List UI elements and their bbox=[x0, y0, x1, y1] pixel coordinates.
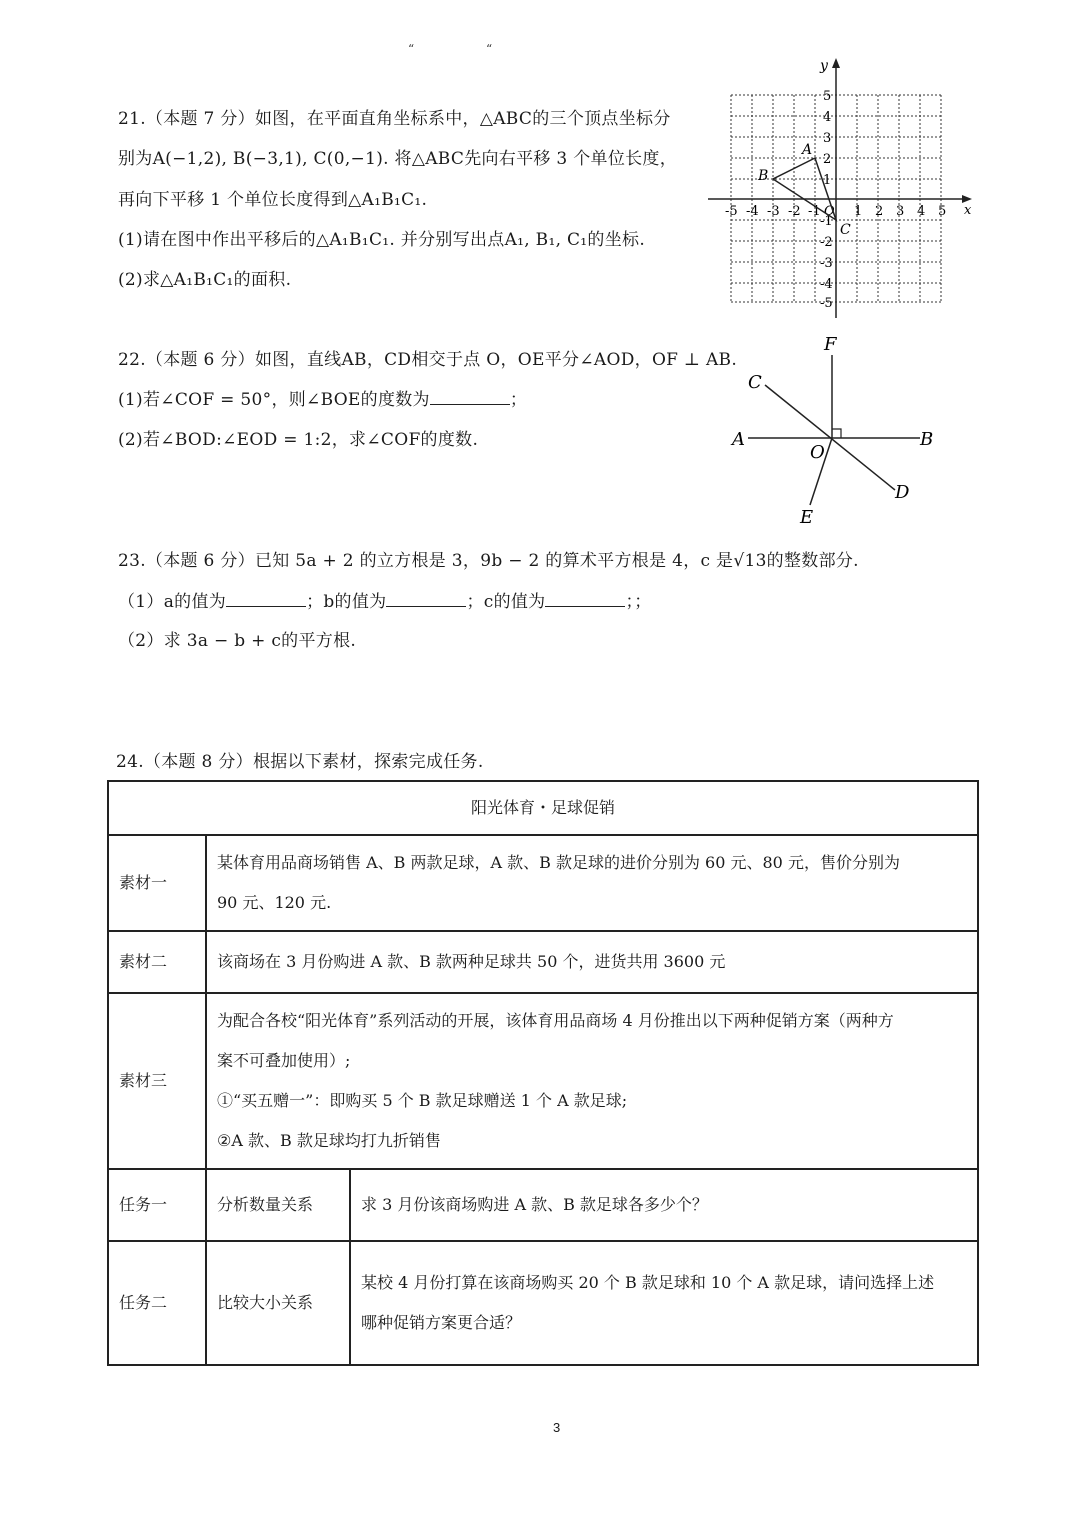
x-axis-arrow-icon bbox=[962, 195, 972, 203]
intersecting-lines-figure bbox=[720, 330, 960, 530]
task-1-line-1: 求 3 月份该商场购进 A 款、B 款足球各多少个？ bbox=[361, 1195, 708, 1214]
q23-part-1-end: ；； bbox=[625, 592, 652, 612]
svg-text:-1: -1 bbox=[820, 214, 833, 229]
table-row bbox=[108, 1241, 978, 1365]
q23-b-label: ；b的值为 bbox=[306, 592, 387, 612]
q23-b-blank[interactable] bbox=[386, 590, 466, 607]
q22-part-1-end: ； bbox=[509, 390, 528, 410]
material-2-line-1: 该商场在 3 月份购进 A 款、B 款两种足球共 50 个，进货共用 3600 元 bbox=[217, 952, 726, 971]
task-2-type: 比较大小关系 bbox=[206, 1241, 350, 1365]
task-2-line-1: 某校 4 月份打算在该商场购买 20 个 B 款足球和 10 个 A 款足球，请问选择上述 bbox=[361, 1273, 935, 1292]
label-f: F bbox=[824, 334, 837, 355]
point-c-label: C bbox=[840, 222, 851, 238]
label-o: O bbox=[810, 442, 825, 463]
svg-text:3: 3 bbox=[896, 204, 905, 219]
q23-c-label: ；c的值为 bbox=[466, 592, 546, 612]
material-1-content bbox=[206, 835, 978, 931]
svg-text:-1: -1 bbox=[808, 204, 821, 219]
q23-a-blank[interactable] bbox=[226, 590, 306, 607]
task-1-label: 任务一 bbox=[108, 1169, 206, 1241]
svg-text:-4: -4 bbox=[746, 204, 759, 219]
svg-text:1: 1 bbox=[854, 204, 863, 219]
material-2-content bbox=[206, 931, 978, 993]
task-1-type: 分析数量关系 bbox=[206, 1169, 350, 1241]
q21-line-1: 21.（本题 7 分）如图，在平面直角坐标系中，△ABC的三个顶点坐标分 bbox=[118, 109, 671, 129]
label-b: B bbox=[920, 429, 934, 450]
page-number: 3 bbox=[553, 1420, 561, 1435]
material-3-label: 素材三 bbox=[108, 993, 206, 1169]
header-mark-left: “ bbox=[408, 42, 415, 56]
material-1-line-1: 某体育用品商场销售 A、B 两款足球，A 款、B 款足球的进价分别为 60 元、80 元，售价分别为 bbox=[217, 853, 900, 872]
q21-part-2: (2)求△A₁B₁C₁的面积. bbox=[118, 270, 292, 290]
table-row bbox=[108, 1169, 978, 1241]
svg-text:-4: -4 bbox=[820, 277, 833, 292]
q21-line-3: 再向下平移 1 个单位长度得到△A₁B₁C₁. bbox=[118, 190, 428, 210]
table-title: 阳光体育・足球促销 bbox=[108, 781, 978, 835]
material-1-label: 素材一 bbox=[108, 835, 206, 931]
task-1-content bbox=[350, 1169, 978, 1241]
svg-text:5: 5 bbox=[823, 89, 832, 104]
table-row bbox=[108, 835, 978, 931]
task-2-content bbox=[350, 1241, 978, 1365]
material-3-content bbox=[206, 993, 978, 1169]
table-row bbox=[108, 931, 978, 993]
svg-text:4: 4 bbox=[917, 204, 926, 219]
y-axis-arrow-icon bbox=[832, 58, 840, 68]
q23-part-1 bbox=[118, 590, 652, 614]
coordinate-grid-figure bbox=[700, 50, 990, 320]
svg-text:4: 4 bbox=[823, 110, 832, 125]
point-b-label: B bbox=[758, 168, 769, 184]
q22-part-2: (2)若∠BOD:∠EOD = 1:2，求∠COF的度数. bbox=[118, 430, 479, 450]
q23-line-1: 23.（本题 6 分）已知 5a + 2 的立方根是 3，9b − 2 的算术平方根是 4，c 是√13的整数部分. bbox=[118, 551, 859, 571]
x-axis-label: x bbox=[964, 203, 972, 218]
promotion-table bbox=[107, 780, 979, 1366]
table-title-row bbox=[108, 781, 978, 835]
q24-intro: 24.（本题 8 分）根据以下素材，探索完成任务. bbox=[116, 752, 484, 772]
svg-text:2: 2 bbox=[823, 152, 832, 167]
label-d: D bbox=[895, 482, 910, 503]
material-2-label: 素材二 bbox=[108, 931, 206, 993]
task-2-line-2: 哪种促销方案更合适？ bbox=[361, 1313, 522, 1332]
svg-text:3: 3 bbox=[823, 131, 832, 146]
label-a: A bbox=[732, 429, 745, 450]
material-3-line-2: 案不可叠加使用）; bbox=[217, 1051, 351, 1070]
q22-part-1-text: (1)若∠COF = 50°，则∠BOE的度数为 bbox=[118, 390, 430, 410]
q22-answer-blank[interactable] bbox=[430, 388, 510, 405]
material-3-line-1: 为配合各校“阳光体育”系列活动的开展，该体育用品商场 4 月份推出以下两种促销方案（两种方 bbox=[217, 1011, 894, 1030]
point-a-label: A bbox=[802, 142, 813, 158]
right-angle-mark-icon bbox=[832, 429, 841, 438]
svg-text:2: 2 bbox=[875, 204, 884, 219]
svg-text:-2: -2 bbox=[820, 235, 833, 250]
q21-line-2: 别为A(−1,2), B(−3,1), C(0,−1). 将△ABC先向右平移 3 个单位长度， bbox=[118, 149, 678, 169]
q23-a-label: （1）a的值为 bbox=[118, 592, 227, 612]
svg-text:1: 1 bbox=[823, 173, 832, 188]
svg-text:-3: -3 bbox=[820, 256, 833, 271]
material-3-line-4: ②A 款、B 款足球均打九折销售 bbox=[217, 1131, 441, 1150]
q22-line-1: 22.（本题 6 分）如图，直线AB，CD相交于点 O，OE平分∠AOD，OF ⊥ AB. bbox=[118, 350, 738, 370]
task-2-label: 任务二 bbox=[108, 1241, 206, 1365]
svg-text:-5: -5 bbox=[725, 204, 738, 219]
q22-part-1 bbox=[118, 388, 527, 412]
q23-part-2: （2）求 3a − b + c的平方根. bbox=[118, 631, 357, 651]
q23-c-blank[interactable] bbox=[545, 590, 625, 607]
svg-text:-2: -2 bbox=[788, 204, 801, 219]
svg-text:5: 5 bbox=[938, 204, 947, 219]
material-1-line-2: 90 元、120 元. bbox=[217, 893, 332, 912]
svg-text:O: O bbox=[824, 204, 835, 219]
material-3-line-3: ①“买五赠一”：即购买 5 个 B 款足球赠送 1 个 A 款足球; bbox=[217, 1091, 628, 1110]
table-row bbox=[108, 993, 978, 1169]
y-axis-label: y bbox=[820, 58, 828, 74]
q21-part-1: (1)请在图中作出平移后的△A₁B₁C₁. 并分别写出点A₁, B₁, C₁的坐标. bbox=[118, 230, 646, 250]
y-tick-labels bbox=[820, 89, 833, 311]
label-e: E bbox=[800, 507, 814, 528]
header-mark-right: “ bbox=[486, 42, 493, 56]
svg-text:-3: -3 bbox=[767, 204, 780, 219]
svg-text:-5: -5 bbox=[820, 296, 833, 311]
axes bbox=[708, 62, 968, 318]
label-c: C bbox=[748, 372, 762, 393]
